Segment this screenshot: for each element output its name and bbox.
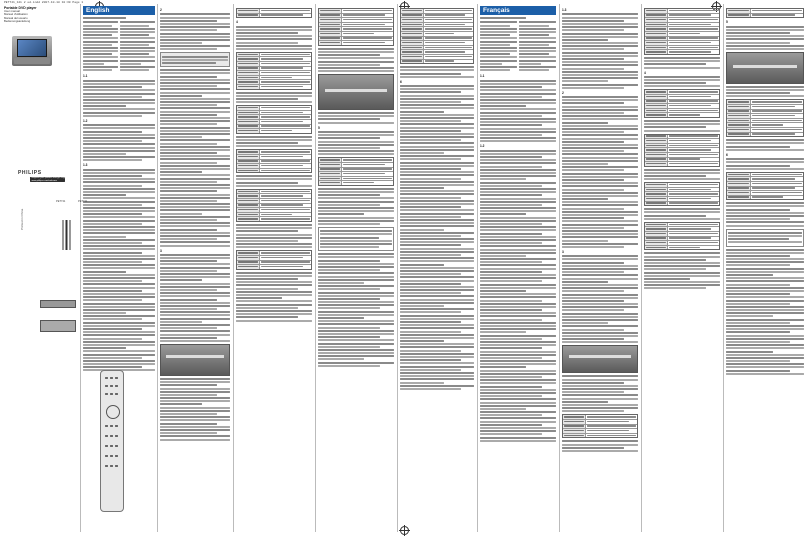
cover-line-1: User manual — [4, 9, 20, 13]
french-column-3: 4 — [644, 6, 720, 532]
remote-control-illustration — [100, 370, 124, 512]
english-column-1: English 1.1 1.2 1.3 — [83, 6, 155, 532]
french-column-2: 1.3 2 3 — [562, 6, 638, 532]
column-separator — [80, 4, 81, 532]
french-column-4: 5 6 — [726, 6, 804, 532]
register-badge — [30, 177, 71, 182]
cover-line-3: Manual del usuario — [4, 15, 28, 20]
english-column-4: 5 — [318, 6, 394, 532]
model-code-label: PET741 — [78, 200, 88, 203]
register-badge-url: www.philips.com/welcome — [31, 179, 57, 182]
dvd-player-base — [14, 58, 50, 64]
cover-line-2: Manuel d'utilisation — [4, 12, 28, 17]
french-column-1: Français 1.1 1.2 — [480, 6, 556, 532]
device-side-view — [40, 300, 76, 308]
francais-header: Français — [480, 6, 556, 15]
english-column-2: 2 3 — [160, 6, 230, 532]
cover-column — [4, 6, 78, 532]
brand-logo: PHILIPS — [18, 170, 42, 176]
english-header: English — [83, 6, 155, 15]
english-column-5: 6 — [400, 6, 474, 532]
cover-line-4: Bedienungsanleitung — [4, 18, 31, 23]
cover-model: PET741 — [56, 200, 66, 203]
register-badge-text: Register your product and get support at — [31, 177, 71, 179]
dvd-player-photo — [12, 36, 52, 66]
dvd-player-screen — [17, 39, 47, 57]
print-header-line: PET741_12k 2 ed.indd 2007-10-18 10:30 Page 1 — [4, 1, 84, 4]
english-column-3: 4 — [236, 6, 312, 532]
device-front-view — [40, 320, 76, 332]
printed-in-label: Printed in China — [20, 208, 24, 230]
product-title: Portable DVD player — [4, 6, 37, 10]
barcode-block — [62, 220, 72, 250]
